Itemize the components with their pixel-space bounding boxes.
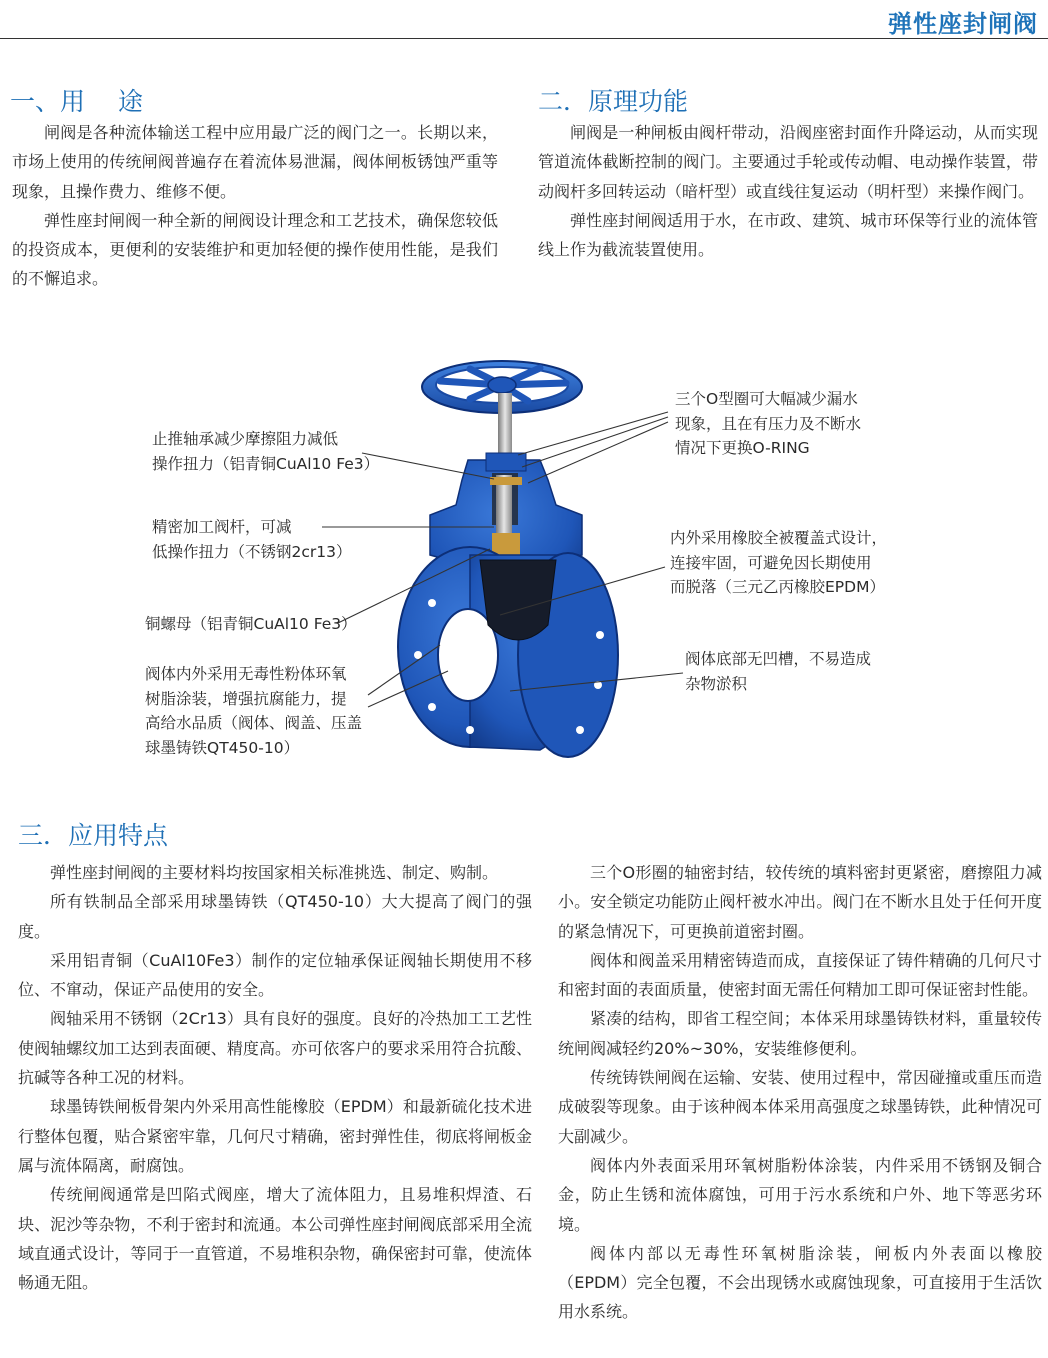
paragraph: 阀体和阀盖采用精密铸造而成，直接保证了铸件精确的几何尺寸和密封面的表面质量，使密封面无需任何精加工即可保证密封性能。 <box>558 950 1042 1000</box>
label-stem: 精密加工阀杆，可减 低操作扭力（不锈钢2cr13） <box>152 518 352 561</box>
paragraph: 球墨铸铁闸板骨架内外采用高性能橡胶（EPDM）和最新硫化技术进行整体包覆，贴合紧密牢靠，几何尺寸精确，密封弹性佳，彻底将闸板金属与流体隔离，耐腐蚀。 <box>18 1097 532 1175</box>
section-principle-body <box>538 118 1038 264</box>
paragraph: 三个O形圈的轴密封结，较传统的填料密封更紧密，磨擦阻力减小。安全锁定功能防止阀杆被水冲出。阀门在不断水且处于任何开度的紧急情况下，可更换前道密封圈。 <box>558 863 1042 941</box>
label-rubber-cover: 内外采用橡胶全被覆盖式设计， 连接牢固，可避免因长期使用 而脱落（三元乙丙橡胶EPDM） <box>670 529 888 596</box>
paragraph: 阀体内部以无毒性环氧树脂涂装，闸板内外表面以橡胶（EPDM）完全包覆，不会出现锈水或腐蚀现象，可直接用于生活饮用水系统。 <box>558 1243 1042 1322</box>
label-o-rings: 三个O型圈可大幅减少漏水 现象，且在有压力及不断水 情况下更换O-RING <box>675 390 862 457</box>
paragraph: 传统铸铁闸阀在运输、安装、使用过程中，常因碰撞或重压而造成破裂等现象。由于该种阀本体采用高强度之球墨铸铁，此种情况可大副减少。 <box>558 1068 1042 1146</box>
section-features-right <box>558 858 1042 1327</box>
paragraph: 闸阀是一种闸板由阀杆带动，沿阀座密封面作升降运动，从而实现管道流体截断控制的阀门。主要通过手轮或传动帽、电动操作装置，带动阀杆多回转运动（暗杆型）或直线往复运动（明杆型）来操作阀门。 <box>538 123 1038 201</box>
label-body-bottom: 阀体底部无凹槽，不易造成 杂物淤积 <box>685 650 872 693</box>
label-brass-nut: 铜螺母（铝青铜CuAl10 Fe3） <box>145 615 357 633</box>
section-usage-body <box>12 118 498 294</box>
paragraph: 阀体内外表面采用环氧树脂粉体涂装，内件采用不锈钢及铜合金，防止生锈和流体腐蚀，可用于污水系统和户外、地下等恶劣环境。 <box>558 1155 1042 1234</box>
paragraph: 传统闸阀通常是凹陷式阀座，增大了流体阻力，且易堆积焊渣、石块、泥沙等杂物，不利于密封和流通。本公司弹性座封闸阀底部采用全流域直通式设计，等同于一直管道，不易堆积杂物，确保密封可靠，使流体畅通无阻。 <box>18 1185 532 1293</box>
valve-diagram <box>0 355 1048 775</box>
paragraph: 采用铝青铜（CuAl10Fe3）制作的定位轴承保证阀轴长期使用不移位、不窜动，保证产品使用的安全。 <box>18 950 532 1000</box>
thrust-bearing-icon <box>490 477 522 485</box>
section-title-usage: 一、用 途 <box>10 87 143 116</box>
page-header-title: 弹性座封闸阀 <box>888 10 1038 38</box>
paragraph: 弹性座封闸阀一种全新的闸阀设计理念和工艺技术，确保您较低的投资成本，更便利的安装维护和更加轻便的操作使用性能，是我们的不懈追求。 <box>12 210 498 289</box>
paragraph: 弹性座封闸阀的主要材料均按国家相关标准挑选、制定、购制。 <box>50 863 499 882</box>
paragraph: 所有铁制品全部采用球墨铸铁（QT450-10）大大提高了阀门的强度。 <box>18 892 532 941</box>
paragraph: 弹性座封闸阀适用于水，在市政、建筑、城市环保等行业的流体管线上作为截流装置使用。 <box>538 210 1038 260</box>
paragraph: 阀轴采用不锈钢（2Cr13）具有良好的强度。良好的冷热加工工艺性使阀轴螺纹加工达到表面硬、精度高。亦可依客户的要求采用符合抗酸、抗碱等各种工况的材料。 <box>18 1009 532 1088</box>
label-coating: 阀体内外采用无毒性粉体环氧 树脂涂装，增强抗腐能力，提 高给水品质（阀体、阀盖、压盖 球墨铸铁QT450-10） <box>145 665 363 757</box>
header-divider <box>0 38 1048 39</box>
paragraph: 闸阀是各种流体输送工程中应用最广泛的阀门之一。长期以来，市场上使用的传统闸阀普遍存在着流体易泄漏，阀体闸板锈蚀严重等现象，且操作费力、维修不便。 <box>12 123 498 201</box>
label-thrust-bearing: 止推轴承减少摩擦阻力减低 操作扭力（铝青铜CuAl10 Fe3） <box>152 430 380 473</box>
section-features-left <box>18 858 532 1297</box>
valve-body-icon <box>398 547 618 757</box>
section-title-features: 三．应用特点 <box>18 821 169 850</box>
paragraph: 紧凑的结构，即省工程空间；本体采用球墨铸铁材料，重量较传统闸阀减轻约20%~30%，安装维修便利。 <box>558 1009 1042 1058</box>
section-title-principle: 二．原理功能 <box>538 87 689 116</box>
